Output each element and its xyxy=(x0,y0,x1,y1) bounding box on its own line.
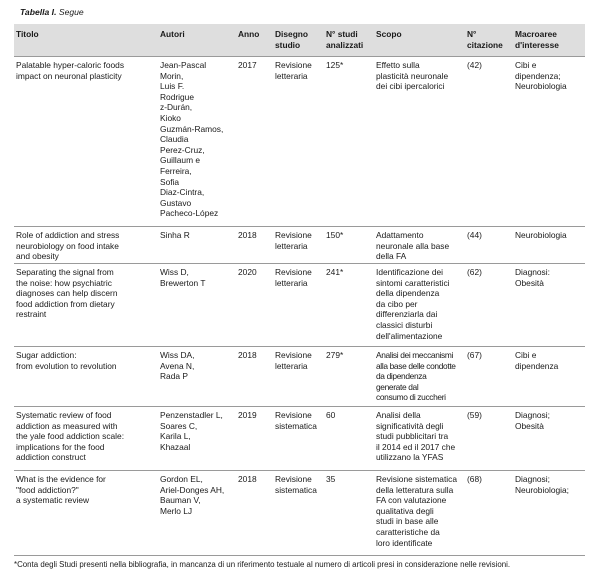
header-disegno-studio: Disegno studio xyxy=(275,29,309,50)
cell-n-studi: 279* xyxy=(326,350,344,360)
cell-titolo: Sugar addiction: from evolution to revolution xyxy=(16,350,117,371)
header-macroaree: Macroaree d'interesse xyxy=(515,29,559,50)
footer-divider xyxy=(14,555,585,556)
cell-scopo: Revisione sistematica della letteratura sulla FA con valutazione qualitativa degli studi in base alle caratteristiche da loro identificate xyxy=(376,474,457,548)
cell-citazione: (67) xyxy=(467,350,482,360)
cell-macroaree: Diagnosi; Obesità xyxy=(515,410,550,431)
caption-text: Segue xyxy=(58,7,84,17)
cell-autori: Wiss DA, Avena N, Rada P xyxy=(160,350,195,382)
cell-citazione: (62) xyxy=(467,267,482,277)
table-row xyxy=(14,56,585,227)
cell-autori: Sinha R xyxy=(160,230,190,240)
cell-titolo: Role of addiction and stress neurobiology on food intake and obesity xyxy=(16,230,120,262)
cell-anno: 2018 xyxy=(238,474,257,484)
cell-titolo: What is the evidence for "food addiction?" a systematic review xyxy=(16,474,106,506)
cell-macroaree: Neurobiologia xyxy=(515,230,567,240)
cell-titolo: Systematic review of food addiction as measured with the yale food addiction scale: implications for the food addiction construct xyxy=(16,410,125,463)
cell-titolo: Separating the signal from the noise: how psychiatric diagnoses can help discern food addiction from dietary restraint xyxy=(16,267,118,320)
caption-label: Tabella I. xyxy=(20,7,57,17)
cell-citazione: (42) xyxy=(467,60,482,70)
cell-disegno: Revisione letteraria xyxy=(275,60,312,81)
cell-anno: 2017 xyxy=(238,60,257,70)
cell-n-studi: 241* xyxy=(326,267,344,277)
cell-autori: Wiss D, Brewerton T xyxy=(160,267,206,288)
table-header xyxy=(14,24,585,56)
cell-disegno: Revisione sistematica xyxy=(275,410,317,431)
table-row xyxy=(14,346,585,407)
cell-n-studi: 60 xyxy=(326,410,336,420)
cell-macroaree: Diagnosi; Neurobiologia; xyxy=(515,474,570,495)
cell-scopo: Analisi della significatività degli studi pubblicitari tra il 2014 ed il 2017 che utilizzano la YFAS xyxy=(376,410,456,463)
cell-anno: 2018 xyxy=(238,230,257,240)
table-row xyxy=(14,406,585,471)
cell-citazione: (68) xyxy=(467,474,482,484)
cell-disegno: Revisione sistematica xyxy=(275,474,317,495)
cell-autori: Penzenstadler L, Soares C, Karila L, Khazaal xyxy=(160,410,223,452)
cell-n-studi: 35 xyxy=(326,474,336,484)
cell-anno: 2018 xyxy=(238,350,257,360)
header-scopo: Scopo xyxy=(376,29,402,39)
cell-n-studi: 125* xyxy=(326,60,344,70)
cell-citazione: (59) xyxy=(467,410,482,420)
cell-macroaree: Diagnosi: Obesità xyxy=(515,267,550,288)
cell-anno: 2019 xyxy=(238,410,257,420)
cell-scopo: Effetto sulla plasticità neuronale dei cibi ipercalorici xyxy=(376,60,449,92)
cell-citazione: (44) xyxy=(467,230,482,240)
header-autori: Autori xyxy=(160,29,185,39)
cell-autori: Jean-Pascal Morin, Luis F. Rodrigue z-Durán, Kioko Guzmán-Ramos, Claudia Perez-Cruz, Guillaum e Ferreira, Sofia Diaz-Cintra, Gustavo Pacheco-López xyxy=(160,60,224,219)
cell-scopo: Adattamento neuronale alla base della FA xyxy=(376,230,450,262)
cell-disegno: Revisione letteraria xyxy=(275,267,312,288)
table-footnote: *Conta degli Studi presenti nella bibliografia, in mancanza di un riferimento testuale al numero di articoli presi in considerazione nelle revisioni. xyxy=(14,560,511,569)
cell-disegno: Revisione letteraria xyxy=(275,230,312,251)
cell-scopo: Analisi dei meccanismi alla base delle condotte da dipendenza generate dal consumo di zuccheri xyxy=(376,350,456,403)
cell-anno: 2020 xyxy=(238,267,257,277)
cell-macroaree: Cibi e dipendenza xyxy=(515,350,559,371)
cell-scopo: Identificazione dei sintomi caratteristici della dipendenza da cibo per differenziarla dai classici disturbi dell'alimentazione xyxy=(376,267,450,341)
header-anno: Anno xyxy=(238,29,260,39)
cell-autori: Gordon EL, Ariel-Donges AH, Bauman V, Merlo LJ xyxy=(160,474,225,516)
cell-titolo: Palatable hyper-caloric foods impact on neuronal plasticity xyxy=(16,60,125,81)
table-caption xyxy=(20,6,84,18)
table-row xyxy=(14,470,585,556)
header-titolo: Titolo xyxy=(16,29,39,39)
table-row xyxy=(14,226,585,264)
header-n-studi: N° studi analizzati xyxy=(326,29,364,50)
table-row xyxy=(14,263,585,347)
cell-n-studi: 150* xyxy=(326,230,344,240)
cell-macroaree: Cibi e dipendenza; Neurobiologia xyxy=(515,60,567,92)
cell-disegno: Revisione letteraria xyxy=(275,350,312,371)
header-n-citazione: N° citazione xyxy=(467,29,503,50)
